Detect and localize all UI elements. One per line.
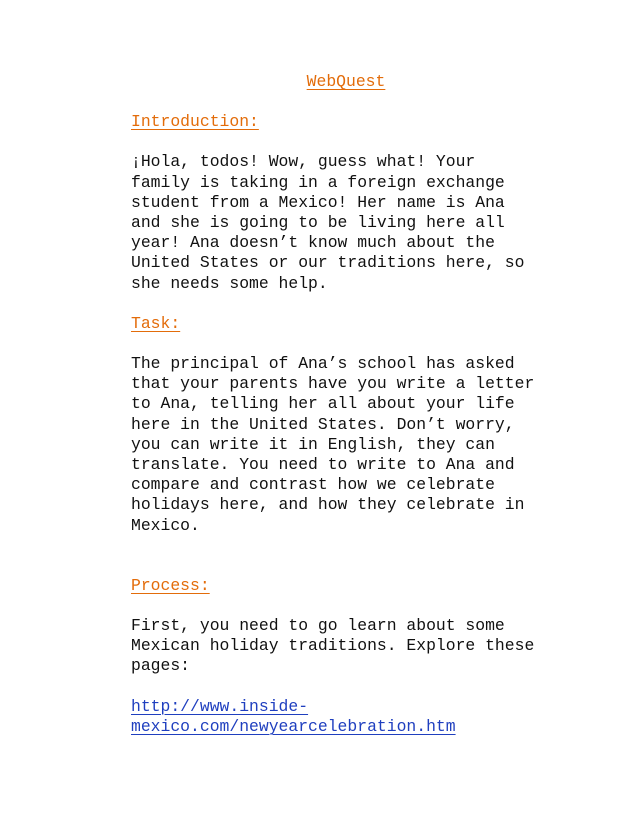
document-title-text: WebQuest bbox=[306, 72, 386, 91]
process-paragraph: First, you need to go learn about some Mexican holiday traditions. Explore these pages: bbox=[131, 616, 535, 676]
spacer bbox=[131, 294, 561, 314]
spacer bbox=[131, 536, 561, 576]
introduction-paragraph: ¡Hola, todos! Wow, guess what! Your family is taking in a foreign exchange student from a Mexico! Her name is Ana and she is going to be living here all year! Ana doesn’t know much about the United States or our traditions here, so she needs some help. bbox=[131, 152, 525, 293]
document-title bbox=[131, 72, 561, 92]
introduction-heading: Introduction: bbox=[131, 112, 259, 132]
spacer bbox=[131, 596, 561, 616]
spacer bbox=[131, 677, 561, 697]
process-heading: Process: bbox=[131, 575, 210, 595]
task-heading: Task: bbox=[131, 313, 181, 333]
task-paragraph: The principal of Ana’s school has asked that your parents have you write a letter to Ana, telling her all about your life here in the United States. Don’t worry, you can write it in English, they can translate. You need to write to Ana and compare and contrast how we celebrate holidays here, and how they celebrate in Mexico. bbox=[131, 354, 535, 535]
document-page bbox=[131, 72, 561, 737]
spacer bbox=[131, 334, 561, 354]
new-year-celebration-link[interactable]: http://www.inside- mexico.com/newyearcelebration.htm bbox=[131, 696, 456, 736]
spacer bbox=[131, 132, 561, 152]
